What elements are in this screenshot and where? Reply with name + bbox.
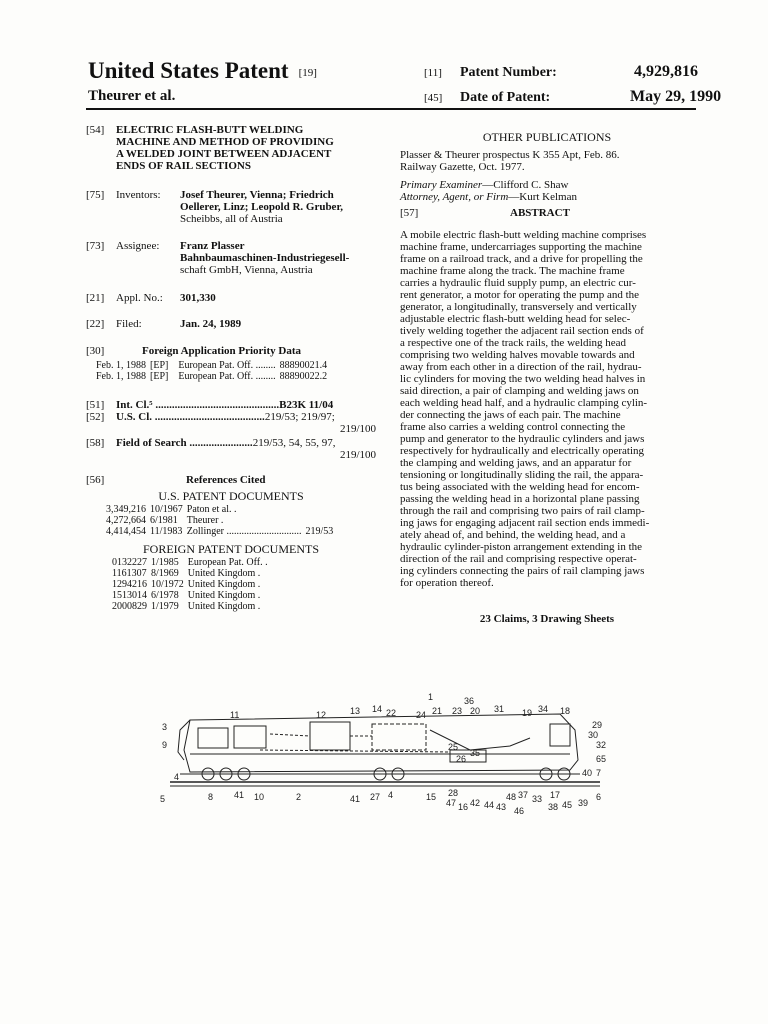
references-block [86, 474, 376, 612]
ref-label: 45 [562, 800, 573, 810]
priority-num: 88890021.4 [279, 360, 328, 371]
doc-name: Paton et al. . [186, 504, 237, 515]
ref-label: 38 [548, 802, 559, 812]
other-pub-line: Plasser & Theurer prospectus K 355 Apt, Feb. 86. [400, 149, 620, 161]
priority-table [94, 360, 329, 382]
doc-date: 11/1983 [150, 526, 183, 537]
assignee-list [180, 240, 349, 276]
patent-date: May 29, 1990 [630, 88, 722, 105]
patent-number-row [424, 63, 698, 81]
ref-label: 26 [456, 754, 467, 764]
fos-label: Field of Search ....................... [116, 437, 253, 449]
ref-label: 40 [582, 768, 593, 778]
abstract-line: machine frame, undercarriages supporting the machine [400, 241, 642, 253]
patent-number-code: [11] [424, 67, 442, 79]
inventors-list [180, 189, 343, 225]
ref-label: 33 [532, 794, 543, 804]
abstract-line: ing cylinders connecting the pairs of rail clamping jaws [400, 565, 645, 577]
doc-name: United Kingdom . [187, 568, 261, 579]
abstract-line: for operation thereof. [400, 577, 494, 589]
abstract-line: tus being associated with the welding head for encom- [400, 481, 640, 493]
ref-label: 22 [386, 708, 397, 718]
abstract-line: frame also carries a welding control connecting the [400, 421, 626, 433]
ref-label: 48 [506, 792, 517, 802]
priority-num: 88890022.2 [279, 371, 328, 382]
ref-label: 30 [588, 730, 599, 740]
doc-num: 1294216 [112, 579, 147, 590]
ref-label: 43 [496, 802, 507, 812]
doc-date: 6/1978 [151, 590, 179, 601]
ref-label: 16 [458, 802, 469, 812]
ref-label: 24 [416, 710, 427, 720]
other-pub-title: OTHER PUBLICATIONS [482, 130, 612, 144]
ref-label: 20 [470, 706, 481, 716]
doc-name: Zollinger .............................. [186, 526, 302, 537]
patent-drawing [150, 690, 620, 820]
table-row [110, 568, 270, 579]
abstract-line: ing jaws for engaging adjacent rail section ends immedi- [400, 517, 650, 529]
fos-value2: 219/100 [339, 449, 376, 461]
doc-num: 1161307 [112, 568, 147, 579]
assignee-label: Assignee: [116, 240, 160, 252]
doc-num: 0132227 [112, 557, 147, 568]
priority-office: European Pat. Off. ........ [178, 371, 276, 382]
inventors-label: Inventors: [116, 189, 161, 201]
uscl-label: U.S. Cl. ........................................ [116, 411, 265, 423]
ref-label: 13 [350, 706, 361, 716]
patent-date-row [424, 88, 721, 106]
inventors-line: Scheibbs, all of Austria [180, 213, 283, 225]
doc-name: Theurer . [186, 515, 224, 526]
doc-num: 4,272,664 [106, 515, 146, 526]
abstract-line: machine frame along the track. The machine frame [400, 265, 625, 277]
uscl-code: [52] [86, 411, 105, 423]
foreign-docs-title: FOREIGN PATENT DOCUMENTS [142, 542, 320, 556]
abstract-line: der connecting the jaws of each pair. The machine [400, 409, 621, 421]
priority-date: Feb. 1, 1988 [96, 371, 146, 382]
doc-num: 3,349,216 [106, 504, 146, 515]
foreign-docs-table [110, 557, 270, 612]
ref-label: 14 [372, 704, 383, 714]
us-docs-title: U.S. PATENT DOCUMENTS [158, 489, 304, 503]
filed-code: [22] [86, 318, 105, 330]
ref-label: 41 [350, 794, 361, 804]
ref-label: 41 [234, 790, 245, 800]
ref-label: 44 [484, 800, 495, 810]
fap-code: [30] [86, 345, 105, 357]
doc-date: 10/1967 [150, 504, 183, 515]
uscl-value: 219/53; 219/97; [264, 411, 335, 423]
table-row [110, 557, 270, 568]
appl-no-row [86, 292, 376, 304]
fos-value: 219/53, 54, 55, 97, [252, 437, 336, 449]
examiner-label: Primary Examiner [400, 179, 483, 191]
ref-label: 6 [596, 792, 602, 802]
refs-code: [56] [86, 474, 105, 486]
patent-title [88, 58, 317, 84]
abstract-line: a respective one of the track rails, the welding head [400, 337, 627, 349]
fos-code: [58] [86, 437, 105, 449]
ref-label: 29 [592, 720, 603, 730]
abstract-code: [57] [400, 207, 419, 219]
ref-label: 21 [432, 706, 443, 716]
ref-label: 3 [162, 722, 168, 732]
table-row [94, 371, 329, 382]
invention-title-line: ELECTRIC FLASH-BUTT WELDING [116, 124, 304, 136]
examiner: —Clifford C. Shaw [482, 179, 569, 191]
abstract-line: pump and generator to the hydraulic cylinders and jaws [400, 433, 645, 445]
abstract-line: through the rail and comprising two pairs of rail clamp- [400, 505, 645, 517]
ref-label: 8 [208, 792, 214, 802]
doc-date: 10/1972 [151, 579, 184, 590]
abstract-line: hydraulic cylinder-piston arrangement extending in the [400, 541, 643, 553]
doc-class: 219/53 [305, 526, 334, 537]
abstract-line: carries a hydraulic fluid supply pump, an electric cur- [400, 277, 636, 289]
ref-label: 42 [470, 798, 481, 808]
intcl-code: [51] [86, 399, 105, 411]
appl-value: 301,330 [180, 292, 216, 304]
abstract-line: away from each other in a direction of the rail, hydrau- [400, 361, 642, 373]
patent-date-label: Date of Patent: [460, 90, 551, 105]
ref-label: 35 [470, 748, 481, 758]
patent-date-code: [45] [424, 92, 443, 104]
ref-label: 12 [316, 710, 327, 720]
invention-title-block [86, 124, 376, 172]
inventors-line: Oellerer, Linz; Leopold R. Gruber, [180, 201, 344, 213]
abstract-line: said direction, a pair of clamping and welding jaws on [400, 385, 639, 397]
other-publications [400, 131, 694, 219]
assignee-line: Bahnbaumaschinen-Industriegesell- [180, 252, 350, 264]
table-row [110, 579, 270, 590]
ref-label: 15 [426, 792, 437, 802]
abstract-line: respectively for hydraulically and electrically operating [400, 445, 645, 457]
ref-label: 9 [162, 740, 168, 750]
us-docs-table [104, 504, 335, 537]
table-row [110, 601, 270, 612]
assignee-code: [73] [86, 240, 105, 252]
invention-title [116, 124, 334, 172]
ref-label: 17 [550, 790, 561, 800]
doc-date: 8/1969 [151, 568, 179, 579]
intcl-label: Int. Cl.⁵ ............................................. [116, 399, 280, 411]
ref-label: 25 [448, 742, 459, 752]
doc-date: 1/1979 [151, 601, 179, 612]
invention-title-line: ENDS OF RAIL SECTIONS [116, 160, 251, 172]
assignee-block [86, 240, 376, 276]
uscl-value2: 219/100 [339, 423, 376, 435]
abstract-line: tively welding together the adjacent rail section ends of [400, 325, 644, 337]
filed-row [86, 318, 376, 330]
invention-title-code: [54] [86, 124, 105, 136]
table-row [104, 526, 335, 537]
priority-date: Feb. 1, 1988 [96, 360, 146, 371]
ref-label: 46 [514, 806, 525, 816]
ref-label: 4 [388, 790, 394, 800]
ref-label: 7 [596, 768, 602, 778]
abstract-line: each welding head half, and a hydraulic clamping cylin- [400, 397, 648, 409]
ref-label: 28 [448, 788, 459, 798]
inventors-code: [75] [86, 189, 105, 201]
table-row [104, 515, 335, 526]
abstract-text [400, 229, 694, 589]
attorney-label: Attorney, Agent, or Firm [400, 191, 509, 203]
ref-label: 36 [464, 696, 475, 706]
doc-class [304, 504, 336, 515]
priority-tag: [EP] [150, 360, 169, 371]
intcl-value: B23K 11/04 [279, 399, 334, 411]
patent-title-text: United States Patent [88, 58, 289, 83]
doc-num: 2000829 [112, 601, 147, 612]
ref-label: 34 [538, 704, 549, 714]
abstract-line: A mobile electric flash-butt welding machine comprises [400, 229, 647, 241]
priority-tag: [EP] [150, 371, 169, 382]
doc-date: 1/1985 [151, 557, 179, 568]
attorney: —Kurt Kelman [508, 191, 577, 203]
doc-num: 1513014 [112, 590, 147, 601]
refs-title: References Cited [186, 474, 266, 486]
abstract-line: generator, a longitudinally, transversely and vertically [400, 301, 637, 313]
doc-num: 4,414,454 [106, 526, 146, 537]
ref-label: 1 [428, 692, 434, 702]
ref-label: 4 [174, 772, 180, 782]
filed-label: Filed: [116, 318, 142, 330]
abstract-line: ately ahead of, and behind, the welding head, and a [400, 529, 626, 541]
header-rule [86, 108, 696, 110]
foreign-priority-block [86, 345, 376, 382]
abstract-line: lic cylinders for moving the two welding head halves in [400, 373, 646, 385]
ref-label: 2 [296, 792, 302, 802]
ref-label: 18 [560, 706, 571, 716]
doc-name: United Kingdom . [187, 601, 261, 612]
patent-authors: Theurer et al. [88, 88, 176, 104]
ref-label: 37 [518, 790, 529, 800]
invention-title-line: MACHINE AND METHOD OF PROVIDING [116, 136, 334, 148]
ref-label: 19 [522, 708, 533, 718]
patent-number: 4,929,816 [634, 63, 698, 80]
ref-label: 11 [230, 710, 240, 720]
filed-value: Jan. 24, 1989 [180, 318, 242, 330]
patent-title-code: [19] [298, 67, 317, 79]
ref-label: 27 [370, 792, 381, 802]
abstract-line: direction of the rail and comprising respective operat- [400, 553, 637, 565]
inventors-line: Josef Theurer, Vienna; Friedrich [180, 189, 334, 201]
appl-label: Appl. No.: [116, 292, 163, 304]
abstract-line: passing the welding head in a horizontal plane passing [400, 493, 640, 505]
invention-title-line: A WELDED JOINT BETWEEN ADJACENT [116, 148, 332, 160]
fap-title: Foreign Application Priority Data [142, 345, 301, 357]
ref-label: 31 [494, 704, 505, 714]
doc-name: United Kingdom . [187, 579, 261, 590]
classification-block [86, 399, 376, 461]
ref-label: 32 [596, 740, 607, 750]
abstract-line: frame on a railroad track, and a drive for propelling the [400, 253, 643, 265]
ref-label: 47 [446, 798, 457, 808]
ref-label: 65 [596, 754, 607, 764]
ref-label: 5 [160, 794, 166, 804]
ref-label: 23 [452, 706, 463, 716]
abstract-line: the clamping and welding jaws, and an apparatur for [400, 457, 632, 469]
abstract-title: ABSTRACT [510, 207, 570, 219]
assignee-line: schaft GmbH, Vienna, Austria [180, 264, 313, 276]
abstract-line: rent generator, a motor for operating the pump and the [400, 289, 640, 301]
priority-office: European Pat. Off. ........ [178, 360, 276, 371]
abstract-line: comprising two welding halves movable towards and [400, 349, 635, 361]
patent-number-label: Patent Number: [460, 65, 557, 80]
table-row [104, 504, 335, 515]
abstract-line: tensioning or longitudinally sliding the rail, the appara- [400, 469, 644, 481]
table-row [110, 590, 270, 601]
doc-class [304, 515, 336, 526]
doc-name: United Kingdom . [187, 590, 261, 601]
ref-label: 39 [578, 798, 589, 808]
other-pub-line: Railway Gazette, Oct. 1977. [400, 161, 525, 173]
doc-name: European Pat. Off. . [187, 557, 268, 568]
doc-date: 6/1981 [150, 515, 178, 526]
inventors-block [86, 189, 376, 225]
assignee-line: Franz Plasser [180, 240, 245, 252]
claims-count: 23 Claims, 3 Drawing Sheets [479, 613, 615, 625]
abstract-line: adjustable electric flash-butt welding head for selec- [400, 313, 631, 325]
ref-label: 10 [254, 792, 265, 802]
appl-code: [21] [86, 292, 105, 304]
table-row [94, 360, 329, 371]
